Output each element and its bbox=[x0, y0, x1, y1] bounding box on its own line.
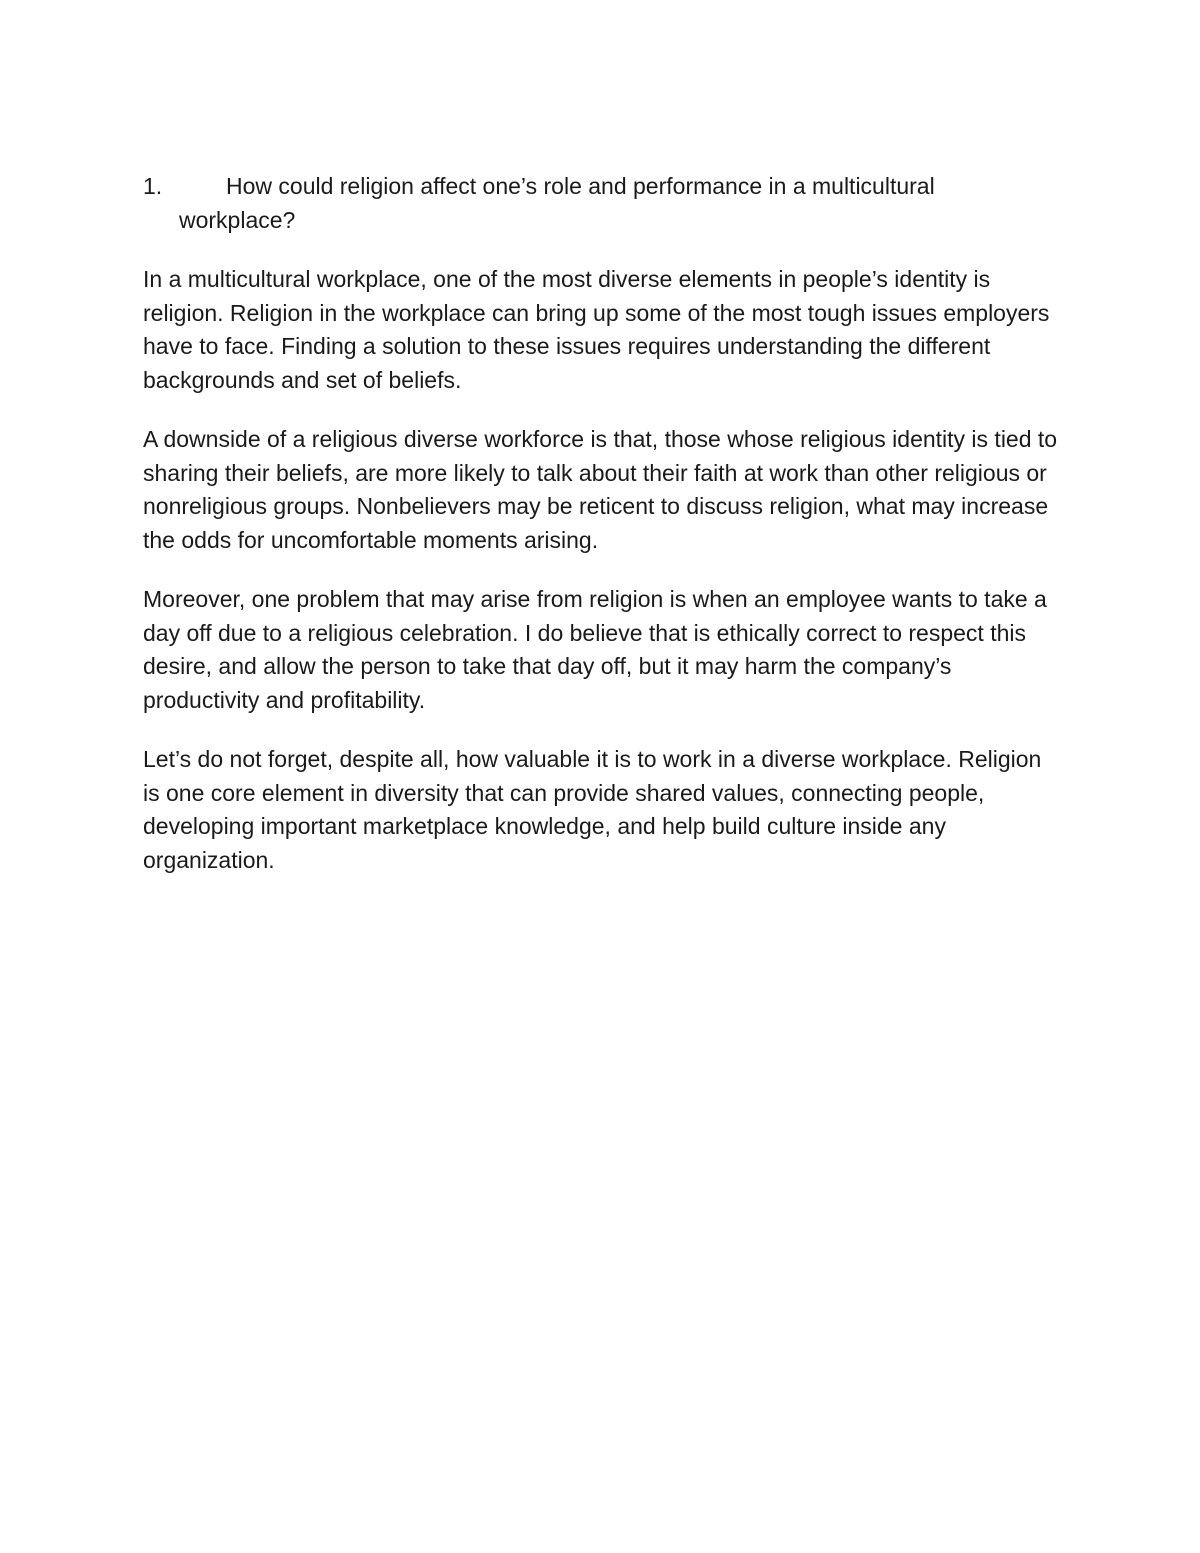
question-number: 1. bbox=[143, 173, 163, 199]
document-body bbox=[143, 170, 1058, 903]
question-item bbox=[143, 170, 1058, 237]
paragraph-downside: A downside of a religious diverse workforce is that, those whose religious identity is tied to sharing their beliefs, are more likely to talk about their faith at work than other religious or nonreligious groups. Nonbelievers may be reticent to discuss religion, what may increase the odds for uncomfortable moments arising. bbox=[143, 426, 1058, 553]
paragraph-conclusion: Let’s do not forget, despite all, how valuable it is to work in a diverse workplace. Religion is one core element in diversity that can provide shared values, connecting people, developing important marketplace knowledge, and help build culture inside any organization. bbox=[143, 746, 1042, 873]
paragraph-intro: In a multicultural workplace, one of the most diverse elements in people’s identity is religion. Religion in the workplace can bring up some of the most tough issues employers have to face. Finding a solution to these issues requires understanding the different backgrounds and set of beliefs. bbox=[143, 266, 1050, 393]
question-text bbox=[179, 170, 1058, 237]
paragraph-day-off: Moreover, one problem that may arise from religion is when an employee wants to take a day off due to a religious celebration. I do believe that is ethically correct to respect this desire, and allow the person to take that day off, but it may harm the company’s productivity and profitability. bbox=[143, 586, 1047, 713]
question-line-2: workplace? bbox=[179, 206, 296, 233]
question-line-1: How could religion affect one’s role and performance in a multicultural bbox=[226, 173, 935, 199]
